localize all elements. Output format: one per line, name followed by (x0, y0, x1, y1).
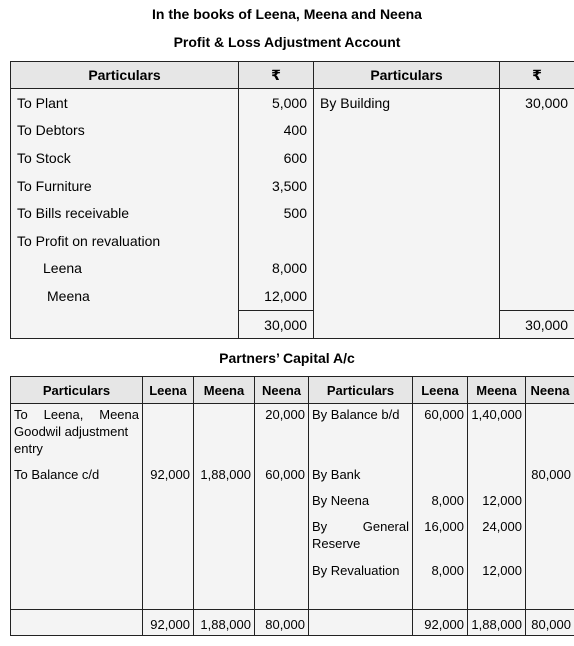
books-title: In the books of Leena, Meena and Neena (152, 6, 422, 22)
debit-particular: To Furniture (11, 172, 239, 200)
column-header: ₹ (239, 62, 314, 89)
total-credit-neena: 80,000 (526, 610, 574, 636)
column-header: Leena (413, 377, 468, 404)
debit-particular: To Plant (11, 89, 239, 117)
column-header: Meena (194, 377, 255, 404)
debit-amount: 1,88,000 (194, 464, 255, 490)
total-row (11, 310, 574, 339)
debit-particular: To Balance c/d (11, 464, 143, 490)
table-row (11, 89, 574, 117)
credit-particular: By Neena (309, 490, 413, 516)
column-header: Leena (143, 377, 194, 404)
total-debit: 30,000 (239, 310, 314, 339)
total-row (11, 610, 574, 636)
total-debit-neena: 80,000 (255, 610, 309, 636)
capital-account-title: Partners’ Capital A/c (219, 350, 355, 366)
total-credit-meena: 1,88,000 (468, 610, 526, 636)
table-row (11, 255, 574, 283)
debit-amount: 8,000 (239, 255, 314, 283)
credit-particular: By Balance b/d (309, 404, 413, 464)
table-header-row (11, 377, 574, 404)
debit-amount: 5,000 (239, 89, 314, 117)
debit-amount: 12,000 (239, 282, 314, 310)
column-header: Particulars (309, 377, 413, 404)
credit-amount: 16,000 (413, 516, 468, 560)
debit-amount: 92,000 (143, 464, 194, 490)
table-row (11, 490, 574, 516)
total-debit-meena: 1,88,000 (194, 610, 255, 636)
table-row (11, 560, 574, 610)
credit-particular: By Bank (309, 464, 413, 490)
debit-particular: To Stock (11, 144, 239, 172)
debit-amount: 500 (239, 199, 314, 227)
debit-amount: 600 (239, 144, 314, 172)
pl-account-title: Profit & Loss Adjustment Account (173, 34, 401, 50)
credit-particular: By General Reserve (309, 516, 413, 560)
credit-particular: By Building (314, 89, 500, 117)
column-header: ₹ (500, 62, 574, 89)
credit-amount: 80,000 (526, 464, 574, 490)
column-header: Meena (468, 377, 526, 404)
credit-amount: 12,000 (468, 560, 526, 610)
table-row (11, 199, 574, 227)
credit-amount: 1,40,000 (468, 404, 526, 464)
column-header: Neena (255, 377, 309, 404)
credit-particular: By Revaluation (309, 560, 413, 610)
column-header: Particulars (11, 377, 143, 404)
debit-amount: 20,000 (255, 404, 309, 464)
column-header: Neena (526, 377, 574, 404)
credit-amount: 24,000 (468, 516, 526, 560)
table-row (11, 516, 574, 560)
table-row (11, 117, 574, 145)
table-row (11, 464, 574, 490)
table-row (11, 172, 574, 200)
credit-amount: 30,000 (500, 89, 574, 117)
debit-amount: 60,000 (255, 464, 309, 490)
debit-particular: To Bills receivable (11, 199, 239, 227)
debit-particular: Leena (11, 255, 239, 283)
table-row (11, 404, 574, 464)
credit-amount: 8,000 (413, 560, 468, 610)
table-row (11, 282, 574, 310)
credit-amount: 8,000 (413, 490, 468, 516)
debit-particular: To Profit on revaluation (11, 227, 239, 255)
credit-amount: 60,000 (413, 404, 468, 464)
debit-amount: 3,500 (239, 172, 314, 200)
credit-amount: 12,000 (468, 490, 526, 516)
table-row (11, 144, 574, 172)
table-header-row (11, 62, 574, 89)
debit-particular: To Leena, Meena Goodwil adjustment entry (11, 404, 143, 464)
column-header: Particulars (11, 62, 239, 89)
column-header: Particulars (314, 62, 500, 89)
total-credit-leena: 92,000 (413, 610, 468, 636)
pl-adjustment-table (10, 61, 574, 339)
capital-account-table (10, 376, 574, 636)
debit-particular: Meena (11, 282, 239, 310)
table-row (11, 227, 574, 255)
debit-amount: 400 (239, 117, 314, 145)
debit-particular: To Debtors (11, 117, 239, 145)
debit-amount (239, 227, 314, 255)
total-debit-leena: 92,000 (143, 610, 194, 636)
total-credit: 30,000 (500, 310, 574, 339)
